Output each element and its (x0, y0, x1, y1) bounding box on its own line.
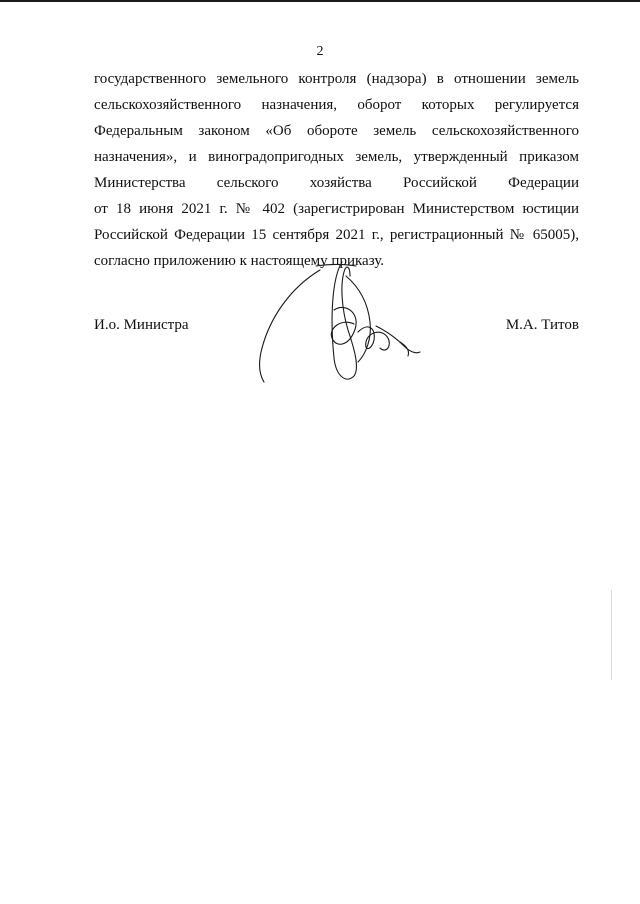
body-line-5: Министерства сельского хозяйства Российской Федерации (94, 175, 579, 191)
page-top-border (0, 0, 640, 2)
signer-title: И.о. Министра (94, 317, 189, 333)
signer-name: М.А. Титов (505, 317, 579, 333)
body-line-6: от 18 июня 2021 г. № 402 (зарегистрирован Министерством юстиции (94, 201, 579, 217)
document-body (94, 66, 579, 274)
handwritten-signature (250, 258, 430, 398)
body-line-7: Российской Федерации 15 сентября 2021 г., регистрационный № 65005), (94, 227, 579, 243)
body-line-8: согласно приложению к настоящему приказу. (94, 253, 385, 269)
body-line-1: государственного земельного контроля (надзора) в отношении земель (94, 71, 579, 87)
body-line-2: сельскохозяйственного назначения, оборот которых регулируется (94, 97, 579, 113)
body-line-4: назначения», и виноградопригодных земель, утвержденный приказом (94, 149, 579, 165)
scan-artifact (611, 590, 612, 680)
page-number: 2 (316, 44, 324, 59)
body-line-3: Федеральным законом «Об обороте земель сельскохозяйственного (94, 123, 579, 139)
